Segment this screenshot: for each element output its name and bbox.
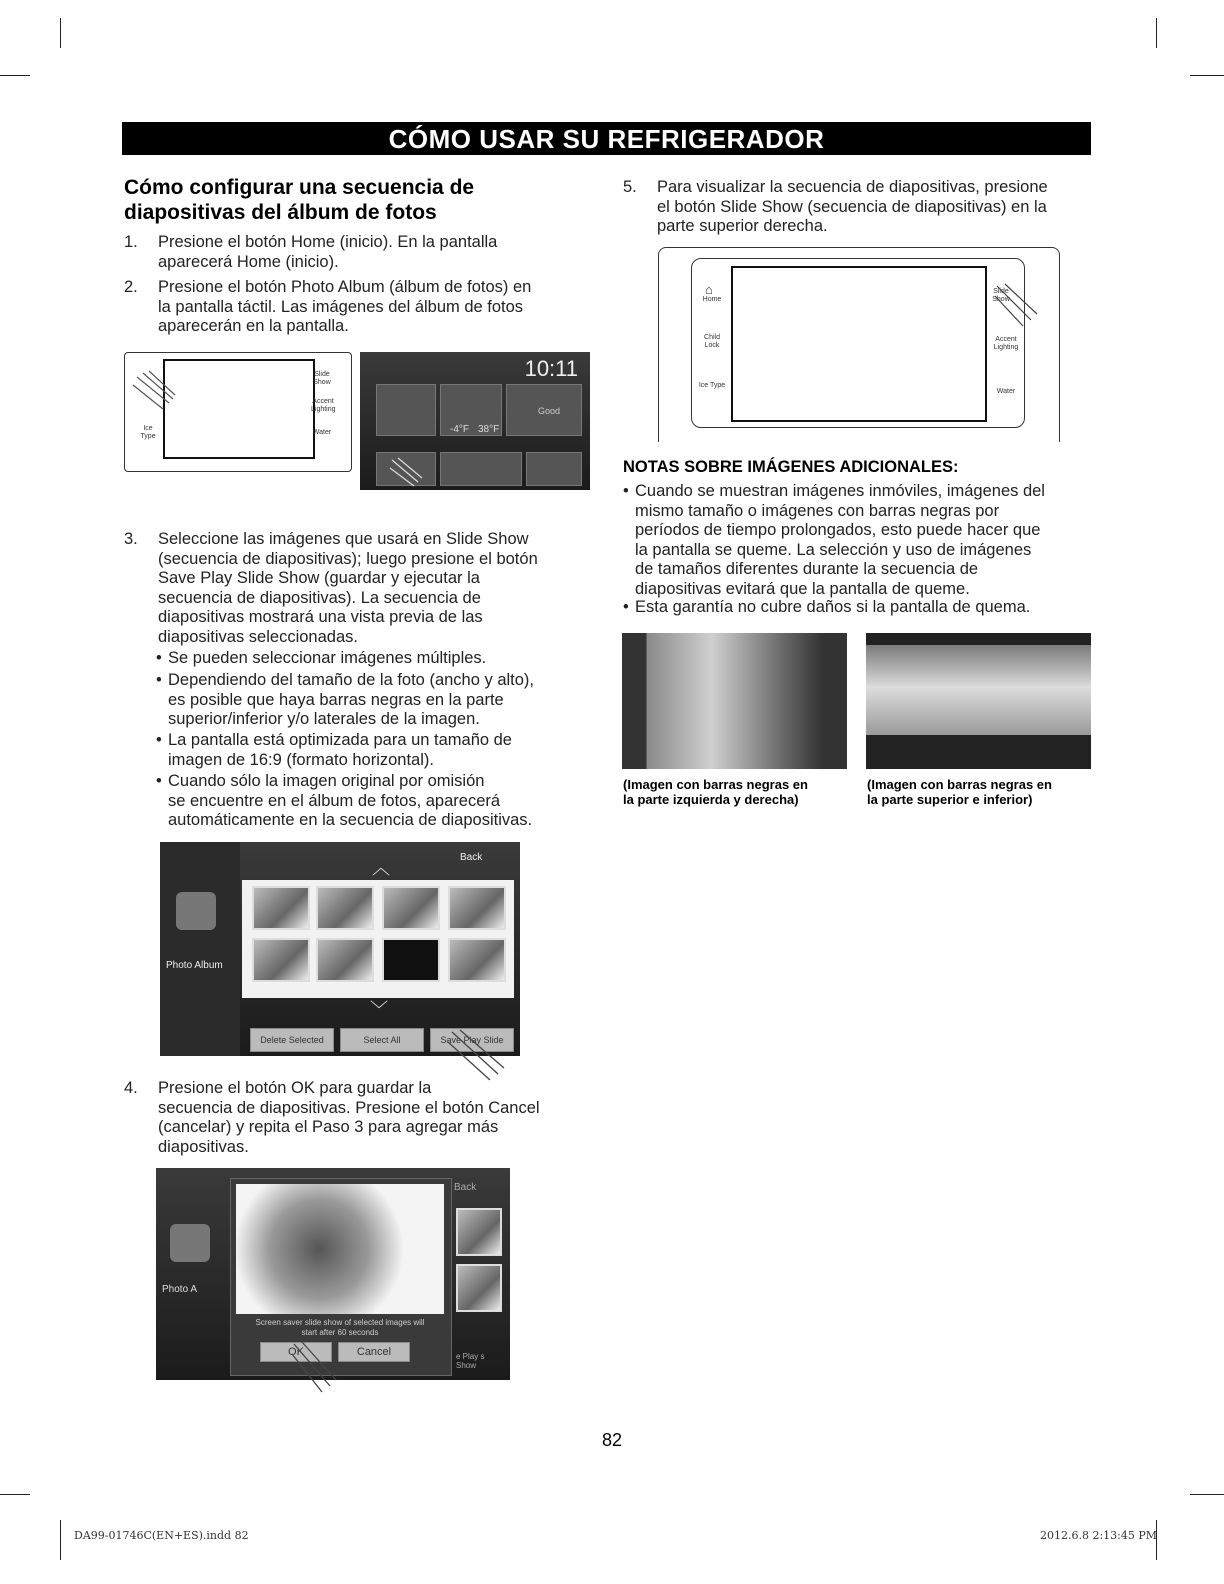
step-line: Presione el botón OK para guardar la [158, 1079, 432, 1097]
home-tile [376, 384, 436, 436]
home-tile [440, 452, 522, 486]
previous-arrow-icon: ︿ [372, 858, 390, 878]
page-number: 82 [601, 1430, 623, 1450]
thumbnail [382, 938, 440, 982]
step-line: diapositivas mostrará una vista previa de las [158, 608, 483, 626]
page-header: CÓMO USAR SU REFRIGERADOR [122, 122, 1091, 155]
crop-mark [60, 18, 61, 48]
thumbnail [252, 886, 310, 930]
step-line: (cancelar) y repita el Paso 3 para agregar más [158, 1118, 499, 1136]
confirm-message: Screen saver slide show of selected images will start after 60 seconds [255, 1318, 425, 1337]
step3-bullet: • Dependiendo del tamaño de la foto (ancho y alto), es posible que haya barras negras en la parte superior/inferior y/o laterales de la imagen. [156, 671, 534, 728]
thumbnail [448, 938, 506, 982]
step-line: diapositivas. [158, 1137, 249, 1156]
example-image-side-bars [622, 633, 847, 769]
step3-bullet: • Se pueden seleccionar imágenes múltiples. [156, 649, 487, 667]
bullet-line: La pantalla está optimizada para un tamaño de [168, 731, 512, 749]
child-lock-label: Child Lock [704, 334, 720, 349]
slide-show-label: Slide Show [992, 288, 1010, 303]
bullet-line: es posible que haya barras negras en la parte [168, 690, 504, 709]
step-line: Seleccione las imágenes que usará en Slide Show [158, 530, 529, 548]
example-image-top-bottom-bars [866, 633, 1091, 769]
crop-mark [0, 75, 30, 76]
water-label: Water [996, 388, 1016, 395]
step-line: Save Play Slide Show (guardar y ejecutar la [158, 569, 480, 587]
caption-line: (Imagen con barras negras en [867, 777, 1052, 792]
bullet-line: imagen de 16:9 (formato horizontal). [168, 750, 434, 769]
step3-bullet: • Cuando sólo la imagen original por omisión se encuentre en el álbum de fotos, aparecerá automáticamente en la secuencia de diapositivas. [156, 772, 533, 829]
bullet-line: Se pueden seleccionar imágenes múltiples. [168, 649, 487, 667]
thumbnail [316, 938, 374, 982]
step-line: (secuencia de diapositivas); luego presione el botón [158, 549, 538, 568]
clock-time: 10:11 [524, 356, 578, 381]
temp-fridge: 38°F [478, 424, 500, 435]
settings-tile [526, 452, 582, 486]
step-number: 5. [623, 178, 637, 196]
bullet-line: la pantalla se queme. La selección y uso de imágenes [635, 540, 1032, 559]
caption-line: la parte izquierda y derecha) [623, 792, 799, 807]
crop-mark [1190, 75, 1224, 76]
caption-right [867, 777, 1097, 807]
save-play-slide-button: Save Play Slide [430, 1028, 514, 1052]
control-panel-diagram-small [124, 352, 352, 472]
footer-file-info: DA99-01746C(EN+ES).indd 82 [74, 1529, 249, 1542]
caption-line: (Imagen con barras negras en [623, 777, 808, 792]
photo-album-icon [170, 1224, 210, 1262]
home-label: Home [702, 296, 722, 303]
bullet-line: Esta garantía no cubre daños si la pantalla de quema. [635, 598, 1031, 616]
album-sidebar [160, 842, 240, 1056]
album-label: Photo Album [166, 960, 223, 971]
notes-bullet: • Esta garantía no cubre daños si la pantalla de quema. [623, 598, 1031, 616]
touch-hand-icon [290, 1340, 346, 1396]
cancel-button: Cancel [338, 1342, 410, 1362]
next-arrow-icon: ﹀ [370, 1000, 388, 1020]
bullet-line: Dependiendo del tamaño de la foto (ancho y alto), [168, 671, 534, 689]
accent-lighting-label: Accent Lighting [311, 398, 336, 413]
water-filter-status: Good [538, 406, 561, 416]
save-play-label: e Play s Show [456, 1352, 485, 1370]
touch-hand-icon [129, 369, 189, 419]
step-line: secuencia de diapositivas). La secuencia de [158, 588, 481, 607]
preview-image [236, 1184, 444, 1314]
temp-freezer: -4°F [450, 424, 469, 435]
notes-bullet: • Cuando se muestran imágenes inmóviles, imágenes del mismo tamaño o imágenes con barras negras por períodos de tiempo prolongados, esto puede hacer que la pantalla se queme. La selección y uso de imágenes de tamaños diferentes durante la secuencia de diapositivas evitará que la pantalla de queme. [623, 482, 1045, 598]
bullet-line: Cuando se muestran imágenes inmóviles, imágenes del [635, 482, 1045, 500]
step3-bullet: • La pantalla está optimizada para un tamaño de imagen de 16:9 (formato horizontal). [156, 731, 512, 769]
photo-album-icon [176, 892, 216, 930]
step-5 [623, 178, 1093, 238]
ice-type-label: Ice Type [140, 425, 156, 440]
thumbnail [316, 886, 374, 930]
thumbnail [456, 1208, 502, 1256]
crop-mark [60, 1520, 61, 1560]
bullet-line: de tamaños diferentes durante la secuencia de [635, 560, 979, 578]
panel-screen [731, 266, 987, 422]
step-line: aparecerá Home (inicio). [158, 252, 339, 271]
crop-mark [1190, 1494, 1224, 1495]
bullet-line: mismo tamaño o imágenes con barras negras por [635, 501, 1000, 520]
control-panel-diagram-large [658, 247, 1060, 442]
bullet-line: se encuentre en el álbum de fotos, aparecerá [168, 791, 501, 810]
touch-hand-icon [993, 282, 1043, 332]
photo-album-screen-figure [160, 842, 520, 1056]
back-button: Back [460, 852, 483, 863]
bullet-line: diapositivas evitará que la pantalla de queme. [635, 579, 970, 598]
step-line: parte superior derecha. [657, 217, 828, 235]
step-line: la pantalla táctil. Las imágenes del álbum de fotos [158, 297, 524, 316]
step-number: 1. [124, 233, 138, 251]
step-3 [124, 530, 574, 650]
touch-hand-icon [446, 1028, 516, 1084]
home-screen-figure [360, 352, 590, 490]
thumbnail [252, 938, 310, 982]
step-number: 3. [124, 530, 138, 548]
step-line: el botón Slide Show (secuencia de diapositivas) en la [657, 197, 1047, 216]
select-all-button: Select All [340, 1028, 424, 1052]
footer-timestamp: 2012.6.8 2:13:45 PM [1040, 1529, 1158, 1542]
step-line: secuencia de diapositivas. Presione el botón Cancel [158, 1098, 540, 1117]
bullet-line: períodos de tiempo prolongados, esto puede hacer que [635, 521, 1041, 539]
step-line: Presione el botón Home (inicio). En la pantalla [158, 233, 498, 251]
step-line: diapositivas seleccionadas. [158, 627, 358, 646]
thumbnail [382, 886, 440, 930]
crop-mark [1156, 18, 1157, 48]
home-icon: ⌂ [705, 282, 713, 297]
bullet-line: Cuando sólo la imagen original por omisión [168, 772, 485, 790]
thumbnail [448, 886, 506, 930]
step-line: Presione el botón Photo Album (álbum de fotos) en [158, 278, 532, 296]
caption-left [623, 777, 853, 807]
ok-button: OK [260, 1342, 332, 1362]
step-line: aparecerán en la pantalla. [158, 317, 349, 335]
bullet-line: superior/inferior y/o laterales de la imagen. [168, 710, 480, 728]
step-4 [124, 1079, 584, 1159]
album-label: Photo A [162, 1284, 198, 1295]
step-2 [124, 278, 574, 338]
slide-show-label: Slide Show [313, 371, 331, 386]
touch-hand-icon [388, 456, 428, 488]
step-number: 2. [124, 278, 138, 296]
step-1 [124, 233, 564, 273]
step-number: 4. [124, 1079, 138, 1097]
caption-line: la parte superior e inferior) [867, 792, 1033, 807]
ice-type-label: Ice Type [698, 382, 726, 389]
water-label: Water [312, 429, 332, 436]
delete-selected-button: Delete Selected [250, 1028, 334, 1052]
notes-title: NOTAS SOBRE IMÁGENES ADICIONALES: [623, 458, 959, 476]
bullet-line: automáticamente en la secuencia de diapositivas. [168, 811, 533, 829]
crop-mark [0, 1494, 30, 1495]
step-line: Para visualizar la secuencia de diapositivas, presione [657, 178, 1048, 196]
section-title: Cómo configurar una secuencia de diapositivas del álbum de fotos [124, 176, 475, 224]
accent-lighting-label: Accent Lighting [993, 336, 1019, 351]
thumbnail [456, 1264, 502, 1312]
back-button: Back [454, 1182, 477, 1193]
